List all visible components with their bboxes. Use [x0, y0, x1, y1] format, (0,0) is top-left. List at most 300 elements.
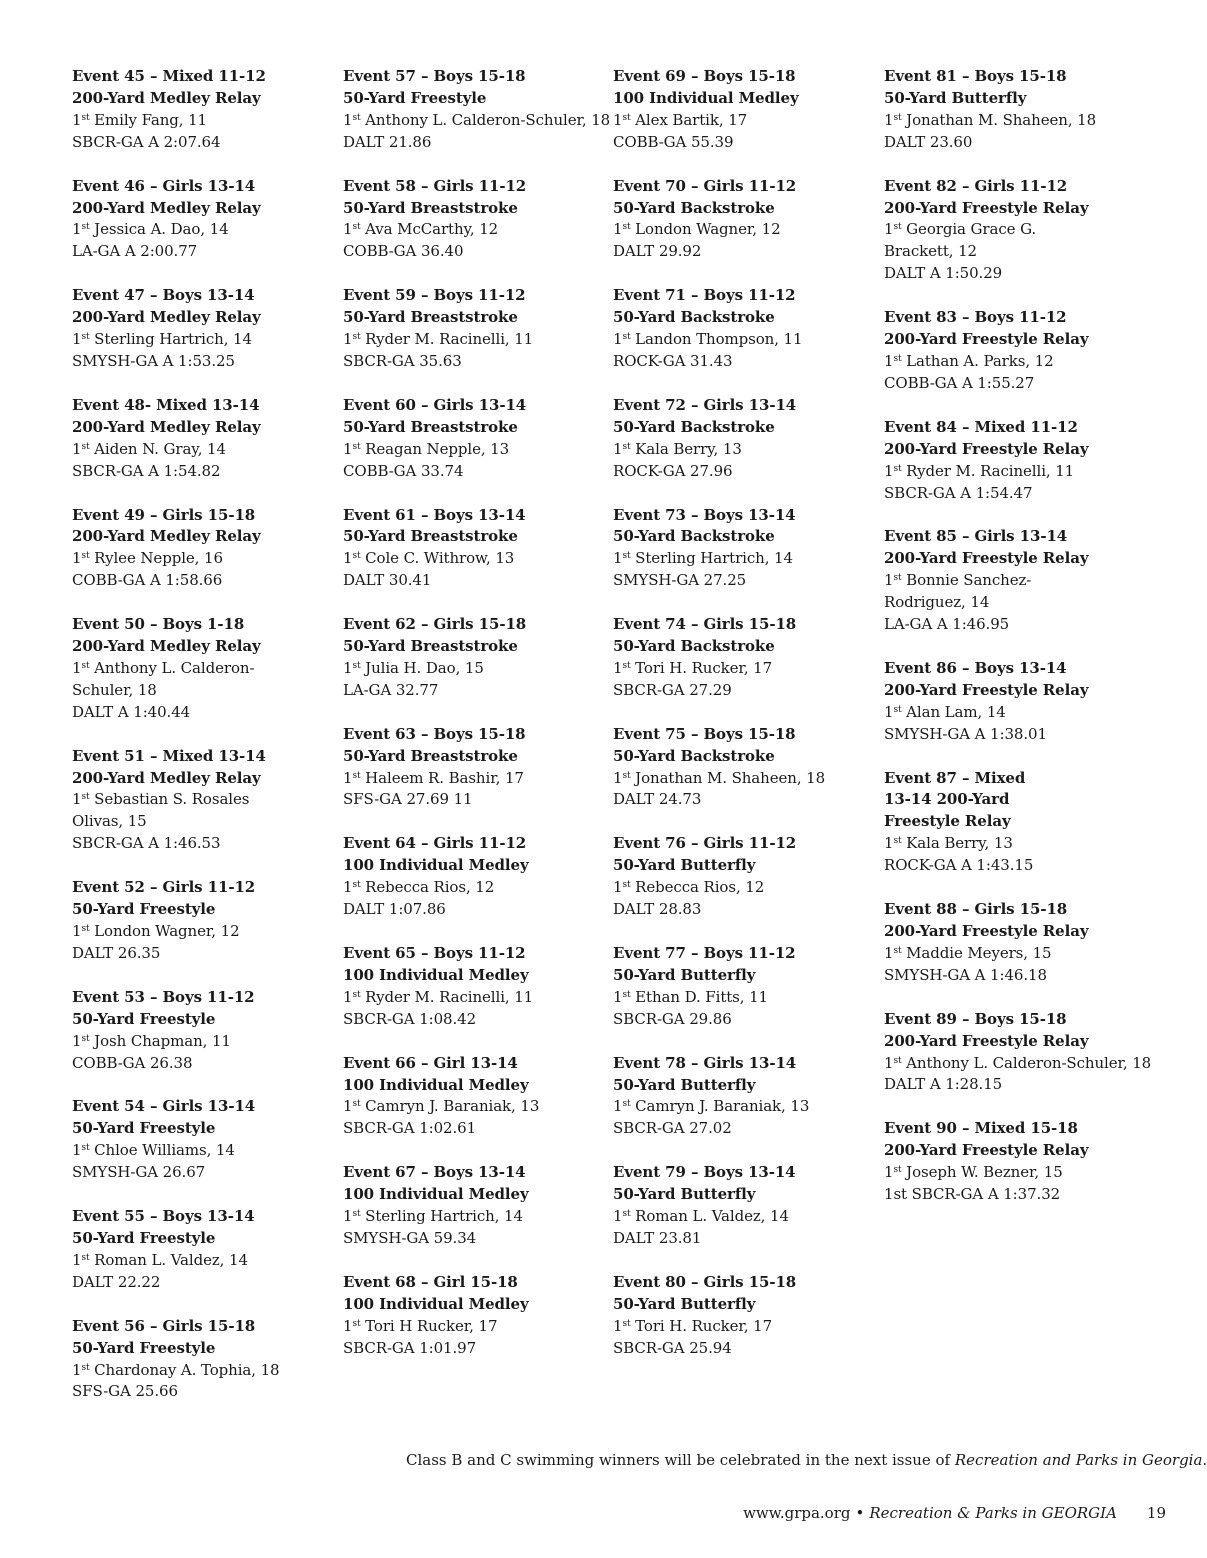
winner-line	[72, 658, 334, 680]
note-text: Class B and C swimming winners will be celebrated in the next issue of	[406, 1451, 955, 1469]
winner-line	[613, 768, 875, 790]
team-time: SBCR-GA 27.02	[613, 1119, 732, 1138]
place-suffix: st	[622, 989, 631, 1000]
event-title: Event 78 – Girls 13-14	[613, 1053, 797, 1072]
event-subtitle: 100 Individual Medley	[613, 88, 799, 107]
team-time: DALT 24.73	[613, 790, 702, 809]
event-subtitle: 200-Yard Freestyle Relay	[884, 922, 1089, 940]
winner-name: Tori H. Rucker, 17	[635, 1316, 773, 1335]
place-number: 1	[72, 549, 82, 568]
winner-line	[343, 658, 605, 680]
winner-name: Roman L. Valdez, 14	[635, 1207, 789, 1226]
place-number: 1	[884, 702, 894, 721]
place-number: 1	[613, 658, 623, 677]
winner-name: Ryder M. Racinelli, 11	[365, 330, 534, 349]
team-time: DALT 28.83	[613, 900, 702, 919]
event-title: Event 53 – Boys 11-12	[72, 987, 255, 1006]
team-time: COBB-GA 26.38	[72, 1053, 193, 1072]
place-suffix: st	[622, 1209, 631, 1220]
team-time: DALT 1:07.86	[343, 900, 446, 919]
event-result	[613, 176, 875, 264]
event-subtitle: 50-Yard Freestyle	[72, 1228, 216, 1247]
footer-url[interactable]: www.grpa.org	[743, 1504, 851, 1522]
place-number: 1	[72, 790, 82, 809]
event-result	[613, 66, 875, 154]
event-result	[343, 614, 605, 702]
event-subtitle: 200-Yard Freestyle Relay	[884, 439, 1089, 458]
winner-line	[613, 1316, 875, 1338]
event-title: Event 50 – Boys 1-18	[72, 615, 245, 634]
winner-name: Ryder M. Racinelli, 11	[365, 987, 534, 1006]
event-result	[613, 943, 875, 1031]
team-time: SBCR-GA 1:02.61	[343, 1119, 477, 1138]
team-time: LA-GA A 1:46.95	[884, 615, 1010, 634]
place-suffix: st	[622, 112, 631, 123]
place-suffix: st	[81, 551, 90, 562]
place-suffix: st	[352, 770, 361, 781]
event-subtitle: 200-Yard Medley Relay	[72, 527, 261, 546]
place-number: 1	[613, 1207, 623, 1226]
event-result	[343, 1053, 605, 1141]
winner-line	[884, 570, 1154, 592]
event-title: Event 74 – Girls 15-18	[613, 615, 797, 634]
place-number: 1	[613, 439, 623, 458]
event-subtitle: 50-Yard Breaststroke	[343, 746, 518, 765]
event-result	[884, 176, 1154, 286]
winner-name: Cole C. Withrow, 13	[365, 549, 515, 568]
event-subtitle: 50-Yard Butterfly	[613, 965, 756, 984]
event-result	[72, 1206, 334, 1294]
winner-name: Sterling Hartrich, 14	[94, 330, 252, 349]
event-result	[343, 833, 605, 921]
event-result	[343, 176, 605, 264]
place-suffix: st	[352, 112, 361, 123]
place-suffix: st	[893, 222, 902, 233]
page-footer	[700, 1502, 1166, 1524]
place-number: 1	[72, 1031, 82, 1050]
place-suffix: st	[622, 222, 631, 233]
event-result	[343, 943, 605, 1031]
place-suffix: st	[352, 880, 361, 891]
event-title: Event 76 – Girls 11-12	[613, 834, 797, 853]
winner-name: Anthony L. Calderon-Schuler, 18	[906, 1053, 1152, 1072]
event-title: Event 63 – Boys 15-18	[343, 724, 526, 743]
team-time: ROCK-GA 27.96	[613, 461, 733, 480]
event-title: Event 75 – Boys 15-18	[613, 724, 796, 743]
place-suffix: st	[352, 1318, 361, 1329]
place-suffix: st	[622, 441, 631, 452]
winner-line	[343, 439, 605, 461]
winner-line	[884, 110, 1154, 132]
event-title: Event 51 – Mixed 13-14	[72, 746, 266, 765]
event-subtitle: 50-Yard Freestyle	[72, 1009, 216, 1028]
winner-name: Ryder M. Racinelli, 11	[906, 461, 1075, 480]
event-title: Event 81 – Boys 15-18	[884, 67, 1067, 85]
winner-line	[72, 1250, 334, 1272]
place-number: 1	[72, 439, 82, 458]
place-suffix: st	[622, 1099, 631, 1110]
event-subtitle: 200-Yard Freestyle Relay	[884, 549, 1089, 568]
place-suffix: st	[352, 332, 361, 343]
place-suffix: st	[352, 441, 361, 452]
event-result	[343, 395, 605, 483]
event-result	[72, 66, 334, 154]
team-time: SBCR-GA 35.63	[343, 351, 462, 370]
event-result	[72, 285, 334, 373]
winner-line	[72, 439, 334, 461]
place-number: 1	[343, 439, 353, 458]
event-result	[72, 877, 334, 965]
event-title: Event 86 – Boys 13-14	[884, 658, 1067, 677]
winner-line	[884, 1053, 1154, 1075]
place-number: 1	[884, 834, 894, 853]
winner-line	[884, 461, 1154, 483]
team-time: DALT 26.35	[72, 943, 161, 962]
event-title: Event 70 – Girls 11-12	[613, 176, 797, 195]
event-result	[72, 176, 334, 264]
winner-line	[343, 110, 611, 132]
event-title: Event 90 – Mixed 15-18	[884, 1119, 1078, 1138]
event-subtitle: 100 Individual Medley	[343, 1294, 529, 1313]
winner-line	[72, 1140, 334, 1162]
place-number: 1	[343, 987, 353, 1006]
event-subtitle: 50-Yard Breaststroke	[343, 308, 518, 327]
place-number: 1	[884, 943, 894, 962]
event-subtitle: 50-Yard Backstroke	[613, 308, 775, 327]
place-number: 1	[72, 658, 82, 677]
winner-name: Julia H. Dao, 15	[365, 658, 484, 677]
winner-line	[72, 219, 334, 241]
event-title: Event 83 – Boys 11-12	[884, 308, 1067, 327]
winner-name: Rebecca Rios, 12	[635, 878, 765, 897]
winner-line	[72, 329, 334, 351]
team-time: DALT 21.86	[343, 132, 432, 151]
team-time: SMYSH-GA A 1:46.18	[884, 965, 1047, 984]
event-result	[343, 1272, 605, 1360]
place-suffix: st	[352, 660, 361, 671]
place-suffix: st	[893, 353, 902, 364]
event-title: Event 69 – Boys 15-18	[613, 67, 796, 85]
winner-name: Jonathan M. Shaheen, 18	[906, 110, 1097, 129]
winner-name: Roman L. Valdez, 14	[94, 1250, 248, 1269]
place-number: 1	[884, 461, 894, 480]
place-number: 1	[343, 220, 353, 239]
event-result	[72, 1096, 334, 1184]
winner-line: Brackett, 12	[884, 242, 977, 261]
place-number: 1	[343, 110, 353, 129]
place-suffix: st	[352, 989, 361, 1000]
footer-bullet: •	[855, 1504, 865, 1522]
event-subtitle: 50-Yard Breaststroke	[343, 417, 518, 436]
event-subtitle: 50-Yard Freestyle	[72, 900, 216, 919]
winner-name: Lathan A. Parks, 12	[906, 351, 1054, 370]
place-number: 1	[72, 220, 82, 239]
winner-line	[343, 219, 605, 241]
place-suffix: st	[352, 222, 361, 233]
event-title: Event 46 – Girls 13-14	[72, 176, 256, 195]
place-suffix: st	[893, 463, 902, 474]
event-subtitle: 50-Yard Butterfly	[613, 856, 756, 875]
footer-magazine: Recreation & Parks in GEORGIA	[869, 1504, 1117, 1522]
winner-name: Ava McCarthy, 12	[365, 220, 499, 239]
place-suffix: st	[81, 112, 90, 123]
winner-line	[884, 943, 1154, 965]
winner-name: Georgia Grace G.	[906, 220, 1037, 239]
event-result	[72, 505, 334, 593]
event-title: Event 45 – Mixed 11-12	[72, 67, 266, 85]
event-result	[613, 395, 875, 483]
event-subtitle: 50-Yard Freestyle	[343, 88, 487, 107]
team-time: SFS-GA 27.69 11	[343, 790, 473, 809]
place-suffix: st	[81, 1362, 90, 1373]
winner-line	[613, 439, 875, 461]
team-time: DALT 22.22	[72, 1272, 161, 1291]
event-subtitle: 100 Individual Medley	[343, 856, 529, 875]
event-result	[613, 285, 875, 373]
place-suffix: st	[81, 924, 90, 934]
place-suffix: st	[81, 1033, 90, 1044]
event-title: Event 67 – Boys 13-14	[343, 1163, 526, 1182]
place-number: 1	[343, 768, 353, 787]
event-title: Event 49 – Girls 15-18	[72, 505, 256, 524]
event-result	[343, 1162, 605, 1250]
place-number: 1	[72, 1141, 82, 1160]
event-title: Event 87 – Mixed	[884, 768, 1026, 787]
winner-line	[343, 877, 605, 899]
winner-line: Olivas, 15	[72, 812, 147, 831]
winner-line	[613, 1206, 875, 1228]
winner-line: Rodriguez, 14	[884, 593, 990, 612]
place-suffix: st	[893, 1055, 902, 1066]
event-title: Event 64 – Girls 11-12	[343, 834, 527, 853]
winner-name: Emily Fang, 11	[94, 110, 208, 129]
team-time: DALT 23.60	[884, 132, 973, 151]
page-number: 19	[1146, 1504, 1166, 1522]
team-time: COBB-GA 55.39	[613, 132, 734, 151]
event-title: Event 77 – Boys 11-12	[613, 944, 796, 962]
event-result	[72, 614, 334, 724]
winner-name: Maddie Meyers, 15	[906, 943, 1052, 962]
place-suffix: st	[893, 112, 902, 123]
note-end: .	[1202, 1451, 1207, 1469]
place-number: 1	[343, 1316, 353, 1335]
winner-line	[613, 110, 875, 132]
team-time: SBCR-GA 29.86	[613, 1009, 732, 1028]
winner-name: Sebastian S. Rosales	[94, 790, 250, 809]
place-suffix: st	[622, 660, 631, 671]
place-number: 1	[72, 330, 82, 349]
place-suffix: st	[893, 1165, 902, 1176]
event-subtitle: 200-Yard Medley Relay	[72, 198, 261, 217]
event-result	[72, 1316, 334, 1404]
winner-name: Haleem R. Bashir, 17	[365, 768, 524, 787]
place-number: 1	[613, 549, 623, 568]
event-subtitle: 200-Yard Freestyle Relay	[884, 1141, 1089, 1160]
place-suffix: st	[81, 332, 90, 343]
team-time: SMYSH-GA 26.67	[72, 1163, 206, 1182]
winner-line	[884, 219, 1154, 241]
winner-line	[613, 329, 875, 351]
event-result	[613, 614, 875, 702]
winner-name: Tori H Rucker, 17	[365, 1316, 498, 1335]
class-b-c-note	[406, 1449, 1207, 1471]
winner-line	[343, 329, 605, 351]
team-time: DALT A 1:50.29	[884, 264, 1003, 283]
event-title: Event 47 – Boys 13-14	[72, 286, 255, 305]
winner-line	[343, 1096, 605, 1118]
place-number: 1	[884, 220, 894, 239]
place-number: 1	[613, 1316, 623, 1335]
winner-line	[343, 987, 605, 1009]
event-result	[343, 724, 605, 812]
event-result	[884, 1009, 1154, 1097]
team-time: LA-GA A 2:00.77	[72, 242, 198, 261]
event-result	[884, 417, 1154, 505]
team-time: SMYSH-GA A 1:53.25	[72, 351, 235, 370]
place-number: 1	[884, 1053, 894, 1072]
place-suffix: st	[352, 1209, 361, 1220]
event-subtitle: 200-Yard Medley Relay	[72, 308, 261, 327]
event-result	[884, 899, 1154, 987]
event-title: Event 62 – Girls 15-18	[343, 615, 527, 634]
winner-line	[343, 1316, 605, 1338]
winner-name: Anthony L. Calderon-	[94, 658, 255, 677]
event-subtitle: 13-14 200-Yard	[884, 790, 1010, 809]
event-title: Event 89 – Boys 15-18	[884, 1009, 1067, 1028]
winner-line	[343, 768, 605, 790]
event-title: Event 48- Mixed 13-14	[72, 395, 260, 414]
team-time: SBCR-GA A 2:07.64	[72, 132, 221, 151]
winner-name: Sterling Hartrich, 14	[365, 1207, 523, 1226]
event-subtitle: 50-Yard Breaststroke	[343, 637, 518, 656]
event-title: Event 80 – Girls 15-18	[613, 1272, 797, 1291]
place-number: 1	[613, 768, 623, 787]
event-result	[72, 987, 334, 1075]
place-suffix: st	[622, 551, 631, 562]
place-suffix: st	[622, 880, 631, 891]
event-result	[613, 1053, 875, 1141]
winner-line	[72, 1360, 334, 1382]
place-suffix: st	[352, 1099, 361, 1110]
place-number: 1	[613, 330, 623, 349]
winner-name: Joseph W. Bezner, 15	[906, 1163, 1063, 1182]
winner-line	[72, 1031, 334, 1053]
event-result	[613, 833, 875, 921]
winner-name: Rebecca Rios, 12	[365, 878, 495, 897]
team-time: SBCR-GA A 1:46.53	[72, 834, 221, 853]
winner-name: Alan Lam, 14	[906, 702, 1006, 721]
place-number: 1	[343, 658, 353, 677]
winner-name: Jonathan M. Shaheen, 18	[635, 768, 826, 787]
event-subtitle: 200-Yard Freestyle Relay	[884, 680, 1089, 699]
place-number: 1	[613, 987, 623, 1006]
winner-name: Kala Berry, 13	[906, 834, 1013, 853]
event-result	[613, 1162, 875, 1250]
event-title: Event 85 – Girls 13-14	[884, 527, 1068, 546]
event-subtitle: 50-Yard Backstroke	[613, 746, 775, 765]
event-title: Event 55 – Boys 13-14	[72, 1207, 255, 1226]
winner-line	[72, 110, 334, 132]
winner-name: Chardonay A. Tophia, 18	[94, 1360, 280, 1379]
place-number: 1	[343, 549, 353, 568]
event-title: Event 84 – Mixed 11-12	[884, 417, 1078, 436]
event-title: Event 72 – Girls 13-14	[613, 395, 797, 414]
event-subtitle: 200-Yard Freestyle Relay	[884, 330, 1089, 349]
winner-line	[72, 548, 334, 570]
event-title: Event 68 – Girl 15-18	[343, 1272, 518, 1291]
event-subtitle: 200-Yard Freestyle Relay	[884, 1031, 1089, 1050]
event-title: Event 79 – Boys 13-14	[613, 1163, 796, 1182]
winner-line	[613, 987, 875, 1009]
results-column-3	[613, 66, 875, 1382]
team-time: SMYSH-GA A 1:38.01	[884, 724, 1047, 743]
team-time: ROCK-GA 31.43	[613, 351, 733, 370]
team-time: SBCR-GA 1:08.42	[343, 1009, 477, 1028]
results-column-1	[72, 66, 334, 1425]
event-subtitle: 50-Yard Backstroke	[613, 417, 775, 436]
event-result	[72, 746, 334, 856]
event-result	[613, 1272, 875, 1360]
place-number: 1	[72, 110, 82, 129]
winner-line: Schuler, 18	[72, 680, 157, 699]
team-time: COBB-GA 36.40	[343, 242, 464, 261]
event-title: Event 54 – Girls 13-14	[72, 1097, 256, 1116]
winner-line	[884, 1162, 1154, 1184]
team-time: 1st SBCR-GA A 1:37.32	[884, 1185, 1061, 1204]
event-title: Event 73 – Boys 13-14	[613, 505, 796, 524]
event-subtitle: 50-Yard Butterfly	[613, 1075, 756, 1094]
event-result	[343, 285, 605, 373]
event-subtitle: 50-Yard Freestyle	[72, 1119, 216, 1138]
winner-name: Josh Chapman, 11	[94, 1031, 231, 1050]
place-suffix: st	[81, 1252, 90, 1263]
winner-name: Kala Berry, 13	[635, 439, 742, 458]
team-time: SBCR-GA A 1:54.82	[72, 461, 221, 480]
winner-name: Camryn J. Baraniak, 13	[635, 1097, 810, 1116]
event-title: Event 56 – Girls 15-18	[72, 1316, 256, 1335]
team-time: DALT 23.81	[613, 1228, 702, 1247]
team-time: SBCR-GA 25.94	[613, 1338, 732, 1357]
event-subtitle: 100 Individual Medley	[343, 1185, 529, 1204]
event-title: Event 66 – Girl 13-14	[343, 1053, 518, 1072]
place-number: 1	[343, 1097, 353, 1116]
winner-name: Camryn J. Baraniak, 13	[365, 1097, 540, 1116]
event-result	[884, 768, 1154, 878]
team-time: DALT A 1:28.15	[884, 1075, 1003, 1094]
team-time: DALT A 1:40.44	[72, 702, 191, 721]
event-subtitle: 100 Individual Medley	[343, 965, 529, 984]
team-time: DALT 30.41	[343, 571, 432, 590]
team-time: SMYSH-GA 59.34	[343, 1228, 477, 1247]
place-number: 1	[884, 351, 894, 370]
event-result	[884, 66, 1154, 154]
place-suffix: st	[81, 792, 90, 803]
event-subtitle: 200-Yard Freestyle Relay	[884, 198, 1089, 217]
event-subtitle: 50-Yard Freestyle	[72, 1338, 216, 1357]
event-subtitle: 50-Yard Breaststroke	[343, 198, 518, 217]
place-number: 1	[884, 571, 894, 590]
event-result	[72, 395, 334, 483]
winner-name: Rylee Nepple, 16	[94, 549, 223, 568]
winner-name: Alex Bartik, 17	[635, 110, 748, 129]
event-title: Event 57 – Boys 15-18	[343, 67, 526, 85]
event-result	[884, 1118, 1154, 1206]
event-result	[343, 66, 611, 154]
event-result	[613, 724, 875, 812]
winner-name: Tori H. Rucker, 17	[635, 658, 773, 677]
event-title: Event 58 – Girls 11-12	[343, 176, 527, 195]
winner-name: Landon Thompson, 11	[635, 330, 803, 349]
